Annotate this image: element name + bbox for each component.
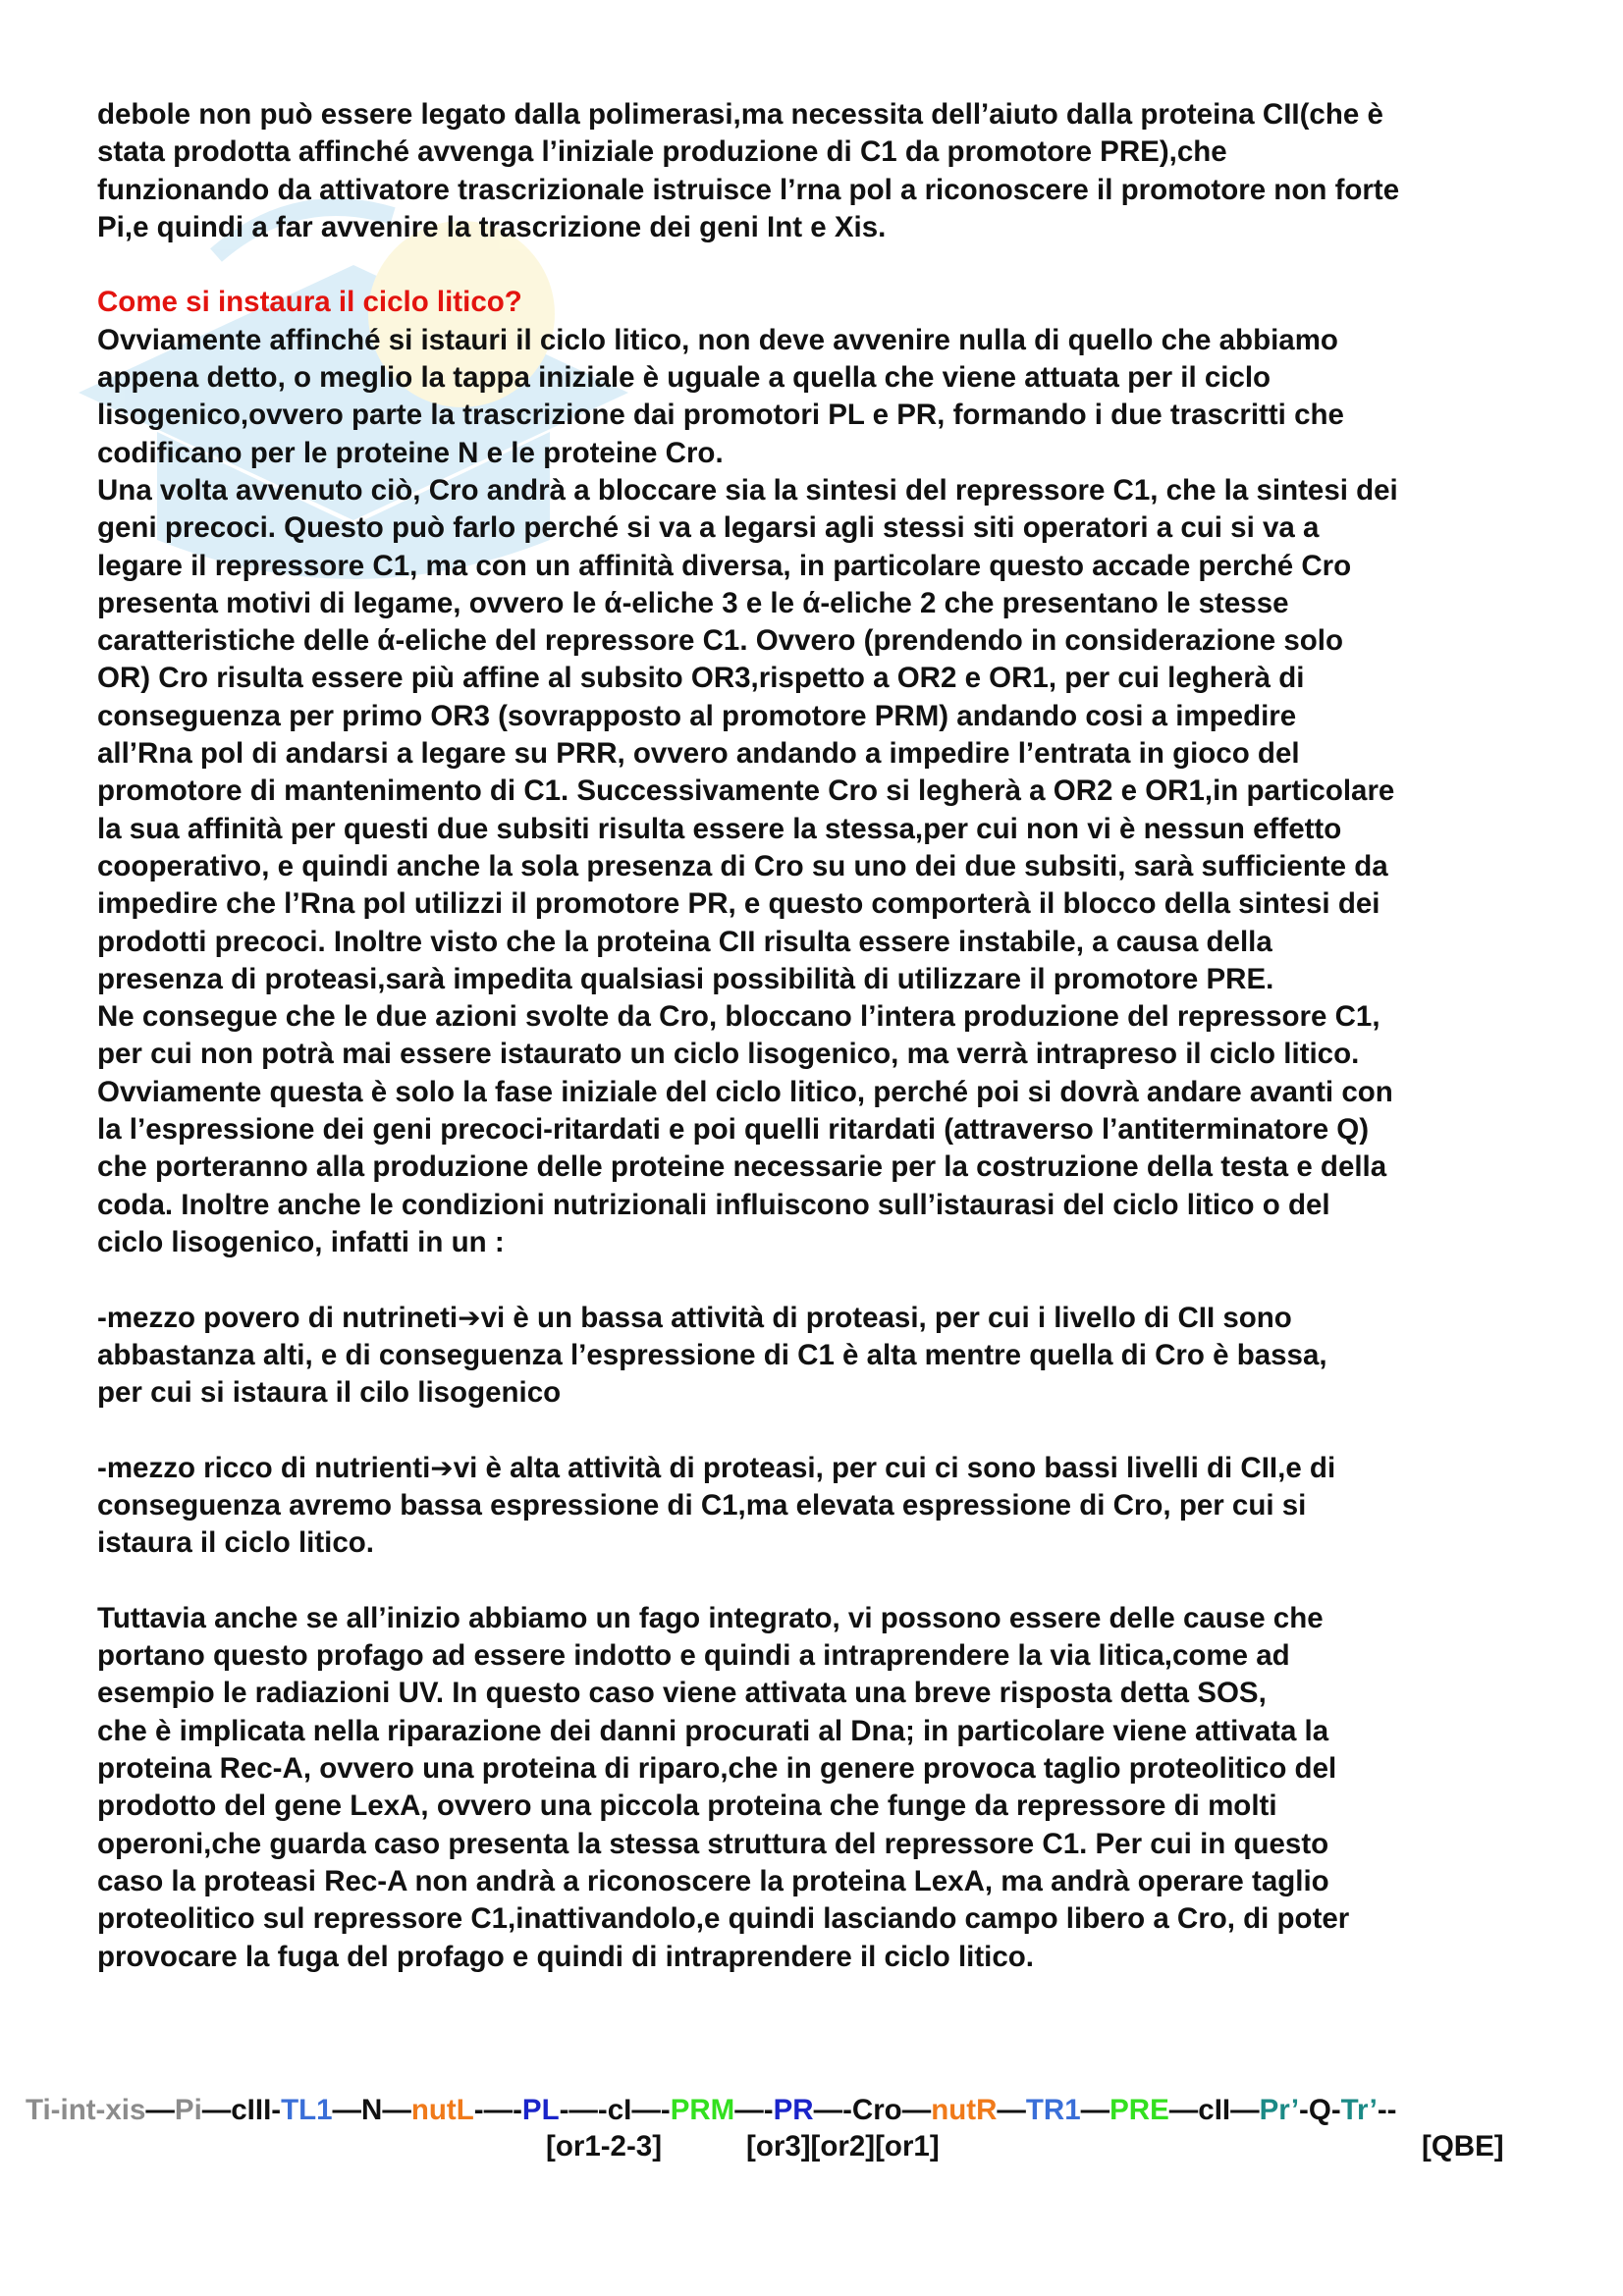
- bullet-lead: -mezzo ricco di nutrienti: [97, 1451, 431, 1484]
- text-line: Pi,e quindi a far avvenire la trascrizione dei geni Int e Xis.: [97, 210, 887, 243]
- operator-label: [QBE]: [1422, 2130, 1504, 2163]
- text-line: OR) Cro risulta essere più affine al subsito OR3,rispetto a OR2 e OR1, per cui legherà di: [97, 662, 1305, 695]
- arrow-right-icon: ➔: [430, 1451, 454, 1484]
- text-line: proteolitico sul repressore C1,inattivandolo,e quindi lasciando campo libero a Cro, di poter: [97, 1902, 1350, 1936]
- text-line: Ovviamente questa è solo la fase iniziale del ciclo litico, perché poi si dovrà andare avanti con: [97, 1075, 1393, 1108]
- gene-map-segment: nutR: [931, 2094, 998, 2126]
- gene-map-segment: PRM: [670, 2094, 735, 2126]
- gene-map-segment: TR1: [1025, 2094, 1081, 2126]
- text-line: Ovviamente affinché si istauri il ciclo litico, non deve avvenire nulla di quello che abbiamo: [97, 323, 1338, 356]
- text-line: [97, 1300, 1570, 1337]
- text-line: legare il repressore C1, ma con un affinità diversa, in particolare questo accade perché Cro: [97, 549, 1352, 582]
- paragraph-intro: [97, 96, 1570, 246]
- text-line: la sua affinità per questi due subsiti risulta essere la stessa,per cui non vi è nessun effetto: [97, 812, 1342, 845]
- gene-map-segment: Pi: [174, 2094, 202, 2126]
- text-line: provocare la fuga del profago e quindi di intraprendere il ciclo litico.: [97, 1940, 1034, 1973]
- gene-map-segment: —-Cro—: [813, 2094, 932, 2126]
- text-line: che è implicata nella riparazione dei danni procurati al Dna; in particolare viene attivata la: [97, 1714, 1329, 1747]
- text-line: appena detto, o meglio la tappa iniziale è uguale a quella che viene attuata per il ciclo: [97, 361, 1271, 395]
- bullet-text: vi è alta attività di proteasi, per cui ci sono bassi livelli di CII,e di: [453, 1451, 1336, 1484]
- text-line: prodotto del gene LexA, ovvero una piccola proteina che funge da repressore di molti: [97, 1789, 1277, 1823]
- arrow-right-icon: ➔: [458, 1301, 481, 1334]
- text-line: per cui non potrà mai essere istaurato un ciclo lisogenico, ma verrà intrapreso il ciclo litico.: [97, 1038, 1360, 1071]
- gene-map-segment: --: [1377, 2094, 1397, 2126]
- gene-map-segment: PR: [773, 2094, 814, 2126]
- text-line: promotore di mantenimento di C1. Successivamente Cro si legherà a OR2 e OR1,in particolare: [97, 774, 1395, 808]
- paragraph-lytic-cycle: [97, 322, 1570, 1261]
- gene-map-segment: Ti-int-xis: [26, 2094, 146, 2126]
- text-line: caso la proteasi Rec-A non andrà a riconoscere la proteina LexA, ma andrà operare taglio: [97, 1864, 1329, 1897]
- document-body: [97, 96, 1570, 1976]
- gene-map-segment: TL1: [281, 2094, 333, 2126]
- text-line: per cui si istaura il cilo lisogenico: [97, 1376, 562, 1410]
- gene-map-segment: -—-cI—-: [559, 2094, 671, 2126]
- gene-map-segment: —cIII-: [201, 2094, 282, 2126]
- text-line: prodotti precoci. Inoltre visto che la proteina CII risulta essere instabile, a causa della: [97, 925, 1272, 958]
- text-line: Tuttavia anche se all’inizio abbiamo un fago integrato, vi possono essere delle cause che: [97, 1601, 1324, 1634]
- text-line: istaura il ciclo litico.: [97, 1526, 374, 1560]
- text-line: Una volta avvenuto ciò, Cro andrà a bloccare sia la sintesi del repressore C1, che la sintesi dei: [97, 473, 1398, 507]
- text-line: caratteristiche delle ά-eliche del repressore C1. Ovvero (prendendo in considerazione solo: [97, 624, 1344, 658]
- bullet-rich-medium: [97, 1450, 1570, 1563]
- text-line: funzionando da attivatore trascrizionale istruisce l’rna pol a riconoscere il promotore non forte: [97, 173, 1400, 206]
- text-line: debole non può essere legato dalla polimerasi,ma necessita dell’aiuto dalla proteina CII(che è: [97, 98, 1383, 131]
- bullet-poor-medium: [97, 1300, 1570, 1413]
- text-line: conseguenza per primo OR3 (sovrapposto al promotore PRM) andando cosi a impedire: [97, 699, 1297, 732]
- text-line: che porteranno alla produzione delle proteine necessarie per la costruzione della testa e della: [97, 1150, 1387, 1184]
- text-line: coda. Inoltre anche le condizioni nutrizionali influiscono sull’istaurasi del ciclo litico o del: [97, 1188, 1330, 1221]
- text-line: presenta motivi di legame, ovvero le ά-eliche 3 e le ά-eliche 2 che presentano le stesse: [97, 586, 1289, 619]
- operator-label: [or3][or2][or1]: [746, 2130, 940, 2163]
- gene-map-segment: —N—: [332, 2094, 411, 2126]
- gene-map-segment: -—-: [473, 2094, 522, 2126]
- text-line: all’Rna pol di andarsi a legare su PRR, ovvero andando a impedire l’entrata in gioco del: [97, 737, 1300, 771]
- text-line: impedire che l’Rna pol utilizzi il promotore PR, e questo comporterà il blocco della sintesi dei: [97, 887, 1380, 921]
- text-line: la l’espressione dei geni precoci-ritardati e poi quelli ritardati (attraverso l’antiterminatore Q): [97, 1113, 1370, 1147]
- gene-map-segment: nutL: [410, 2094, 474, 2126]
- text-line: presenza di proteasi,sarà impedita qualsiasi possibilità di utilizzare il promotore PRE.: [97, 962, 1274, 995]
- gene-map-segment: —: [997, 2094, 1026, 2126]
- operator-label: [or1-2-3]: [546, 2130, 663, 2163]
- gene-map-segment: Tr’: [1340, 2094, 1378, 2126]
- text-line: esempio le radiazioni UV. In questo caso viene attivata una breve risposta detta SOS,: [97, 1677, 1267, 1710]
- text-line: abbastanza alti, e di conseguenza l’espressione di C1 è alta mentre quella di Cro è bassa,: [97, 1338, 1327, 1371]
- text-line: portano questo profago ad essere indotto e quindi a intraprendere la via litica,come ad: [97, 1639, 1290, 1673]
- gene-map: [26, 2092, 1616, 2129]
- text-line: operoni,che guarda caso presenta la stessa struttura del repressore C1. Per cui in questo: [97, 1827, 1329, 1860]
- bullet-lead: -mezzo povero di nutrineti: [97, 1301, 459, 1334]
- text-line: lisogenico,ovvero parte la trascrizione dai promotori PL e PR, formando i due trascritti che: [97, 399, 1344, 432]
- text-line: cooperativo, e quindi anche la sola presenza di Cro su uno dei due subsiti, sarà sufficiente da: [97, 849, 1388, 882]
- gene-map-segment: —-: [734, 2094, 774, 2126]
- text-line: [97, 1450, 1570, 1487]
- text-line: proteina Rec-A, ovvero una proteina di riparo,che in genere provoca taglio proteolitico del: [97, 1752, 1337, 1786]
- text-line: geni precoci. Questo può farlo perché si va a legarsi agli stessi siti operatori a cui si va a: [97, 511, 1320, 545]
- gene-map-segment: PRE: [1109, 2094, 1169, 2126]
- gene-map-segment: —cII—: [1168, 2094, 1260, 2126]
- section-heading: Come si instaura il ciclo litico?: [97, 286, 522, 319]
- gene-map-segment: —: [1080, 2094, 1110, 2126]
- gene-map-segment: PL: [521, 2094, 560, 2126]
- paragraph-induction: [97, 1600, 1570, 1976]
- bullet-text: vi è un bassa attività di proteasi, per cui i livello di CII sono: [480, 1301, 1292, 1334]
- gene-map-segment: —: [145, 2094, 175, 2126]
- gene-map-segment: Pr’: [1259, 2094, 1300, 2126]
- text-line: Ne consegue che le due azioni svolte da Cro, bloccano l’intera produzione del repressore C1,: [97, 1000, 1380, 1034]
- text-line: conseguenza avremo bassa espressione di C1,ma elevata espressione di Cro, per cui si: [97, 1488, 1307, 1522]
- text-line: codificano per le proteine N e le proteine Cro.: [97, 436, 724, 469]
- text-line: ciclo lisogenico, infatti in un :: [97, 1225, 505, 1258]
- text-line: stata prodotta affinché avvenga l’iniziale produzione di C1 da promotore PRE),che: [97, 135, 1227, 169]
- gene-map-segment: -Q-: [1299, 2094, 1341, 2126]
